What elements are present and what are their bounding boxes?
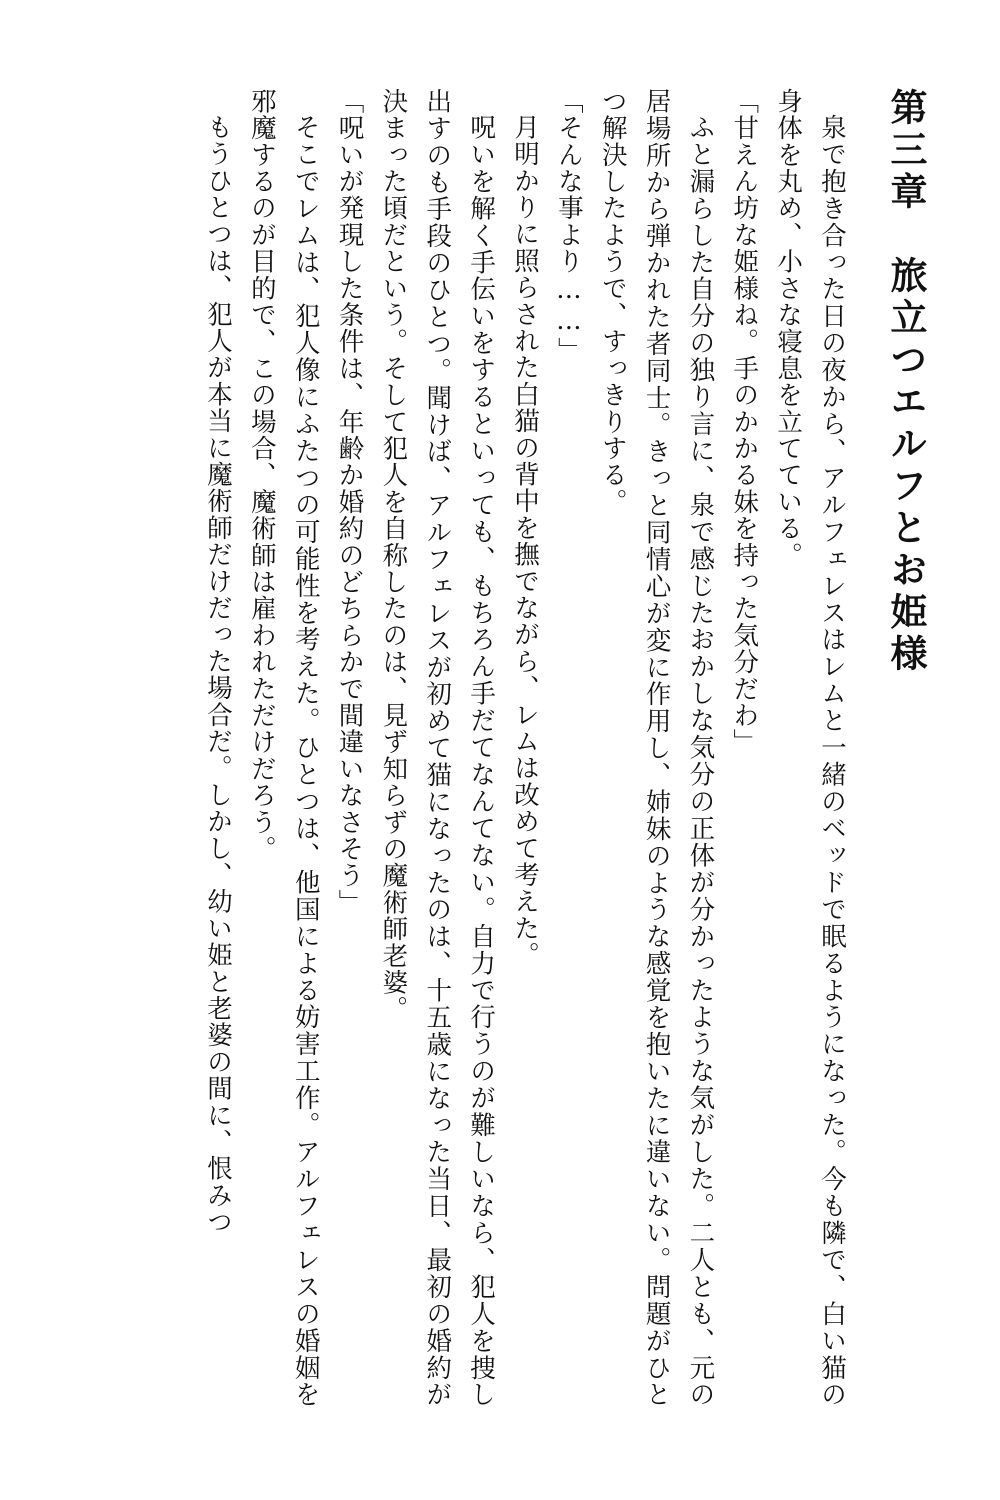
paragraph: ふと漏らした自分の独り言に、泉で感じたおかしな気分の正体が分かったような気がした。二人とも、元の居場所から弾かれた者同士。きっと同情心が変に作用し、姉妹のような感覚を抱いたに違いない。問題がひとつ解決したようで、すっきりする。 bbox=[597, 88, 716, 1408]
paragraph: そこでレムは、犯人像にふたつの可能性を考えた。ひとつは、他国による妨害工作。アルフェレスの婚姻を邪魔するのが目的で、この場合、魔術師は雇われただけだろう。 bbox=[246, 88, 321, 1408]
paragraph: 月明かりに照らされた白猫の背中を撫でながら、レムは改めて考えた。 bbox=[509, 114, 540, 969]
chapter-title: 第三章 旅立つエルフとお姫様 bbox=[884, 88, 927, 676]
page-content bbox=[70, 88, 928, 1430]
paragraph: 呪いを解く手伝いをするといっても、もちろん手だてなんてない。自力で行うのが難しいなら、犯人を捜し出すのも手段のひとつ。聞けば、アルフェレスが初めて猫になったのは、十五歳になった当日、最初の婚約が決まった頃だという。そして犯人を自称したのは、見ず知らずの魔術師老婆。 bbox=[378, 88, 497, 1408]
paragraph: もうひとつは、犯人が本当に魔術師だけだった場合だ。しかし、幼い姫と老婆の間に、恨みつ bbox=[202, 114, 233, 1236]
body-text bbox=[195, 88, 853, 1408]
paragraph: 「甘えん坊な姫様ね。手のかかる妹を持った気分だわ」 bbox=[729, 88, 760, 756]
paragraph: 「そんな事より……」 bbox=[553, 88, 584, 364]
paragraph: 泉で抱き合った日の夜から、アルフェレスはレムと一緒のベッドで眠るようになった。今も隣で、白い猫の身体を丸め、小さな寝息を立てている。 bbox=[773, 88, 847, 1408]
paragraph: 「呪いが発現した条件は、年齢か婚約のどちらかで間違いなさそう」 bbox=[334, 88, 365, 916]
